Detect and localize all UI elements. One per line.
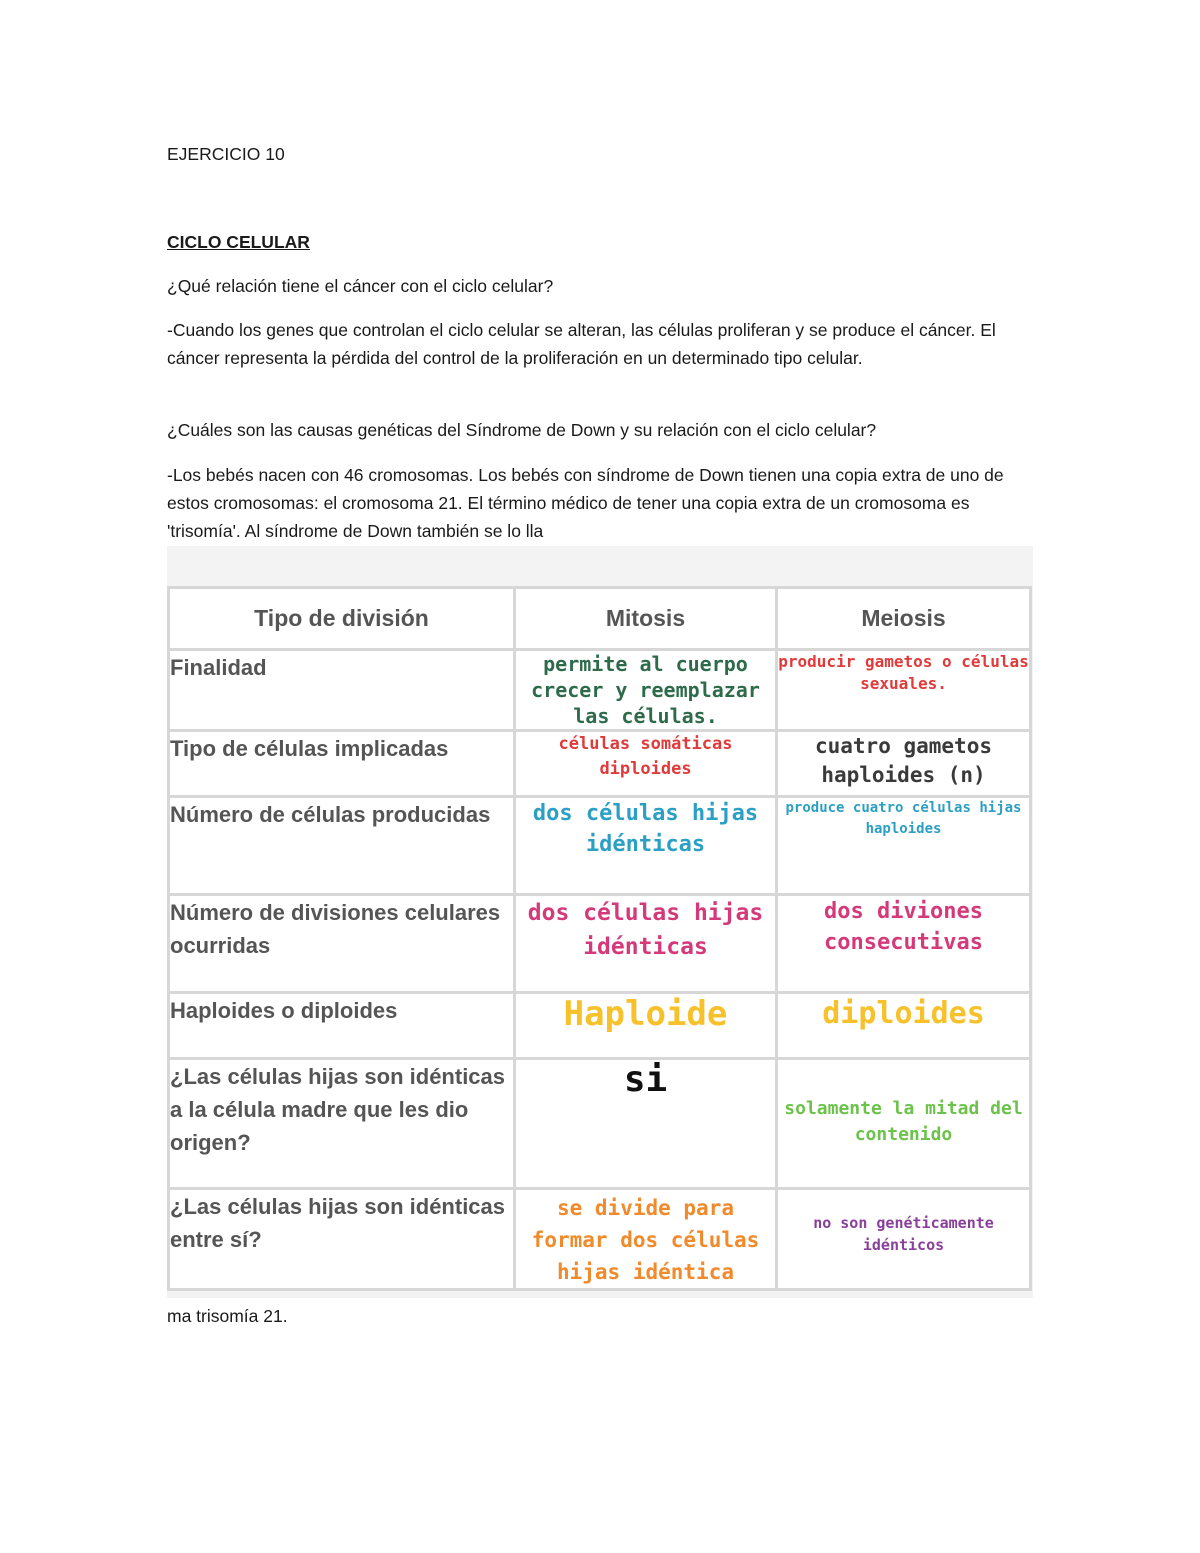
meiosis-cell: diploides [777,993,1031,1059]
table-header-row [169,588,1031,650]
comparison-table-image [167,546,1033,1298]
table-row [169,1059,1031,1189]
table-row [169,993,1031,1059]
table-row [169,731,1031,797]
question-1: ¿Qué relación tiene el cáncer con el ciclo celular? [167,276,554,296]
header-mitosis: Mitosis [515,588,777,650]
meiosis-cell: solamente la mitad del contenido [777,1059,1031,1189]
table-row [169,650,1031,731]
question-2: ¿Cuáles son las causas genéticas del Síndrome de Down y su relación con el ciclo celular? [167,420,877,440]
mitosis-cell: dos células hijas idénticas [515,797,777,895]
meiosis-cell: no son genéticamente idénticos [777,1189,1031,1290]
header-tipo: Tipo de división [169,588,515,650]
row-label: Haploides o diploides [169,993,515,1059]
row-label: Número de divisiones celulares ocurridas [169,895,515,993]
meiosis-cell: produce cuatro células hijas haploides [777,797,1031,895]
table-row [169,797,1031,895]
meiosis-cell: cuatro gametos haploides (n) [777,731,1031,797]
header-meiosis: Meiosis [777,588,1031,650]
section-heading: CICLO CELULAR [167,232,310,252]
row-label: ¿Las células hijas son idénticas a la célula madre que les dio origen? [169,1059,515,1189]
comparison-table [167,586,1032,1291]
row-label: Finalidad [169,650,515,731]
mitosis-cell: Haploide [515,993,777,1059]
row-label: ¿Las células hijas son idénticas entre sí? [169,1189,515,1290]
exercise-title: EJERCICIO 10 [167,144,285,164]
mitosis-cell: permite al cuerpo crecer y reemplazar las células. [515,650,777,731]
answer-2-end: ma trisomía 21. [167,1306,288,1326]
row-label: Tipo de células implicadas [169,731,515,797]
mitosis-cell: si [515,1059,777,1189]
row-label: Número de células producidas [169,797,515,895]
mitosis-cell: células somáticas diploides [515,731,777,797]
meiosis-cell: producir gametos o células sexuales. [777,650,1031,731]
table-row [169,1189,1031,1290]
answer-1: -Cuando los genes que controlan el ciclo celular se alteran, las células proliferan y se produce el cáncer. El cáncer representa la pérdida del control de la proliferación en un determinado tipo celular. [167,320,996,368]
mitosis-cell: dos células hijas idénticas [515,895,777,993]
meiosis-cell: dos diviones consecutivas [777,895,1031,993]
answer-2: -Los bebés nacen con 46 cromosomas. Los bebés con síndrome de Down tienen una copia extra de uno de estos cromosomas: el cromosoma 21. El término médico de tener una copia extra de un cromosoma es 'trisomía'. Al síndrome de Down también se lo lla [167,465,1004,541]
mitosis-cell: se divide para formar dos células hijas idéntica [515,1189,777,1290]
table-row [169,895,1031,993]
